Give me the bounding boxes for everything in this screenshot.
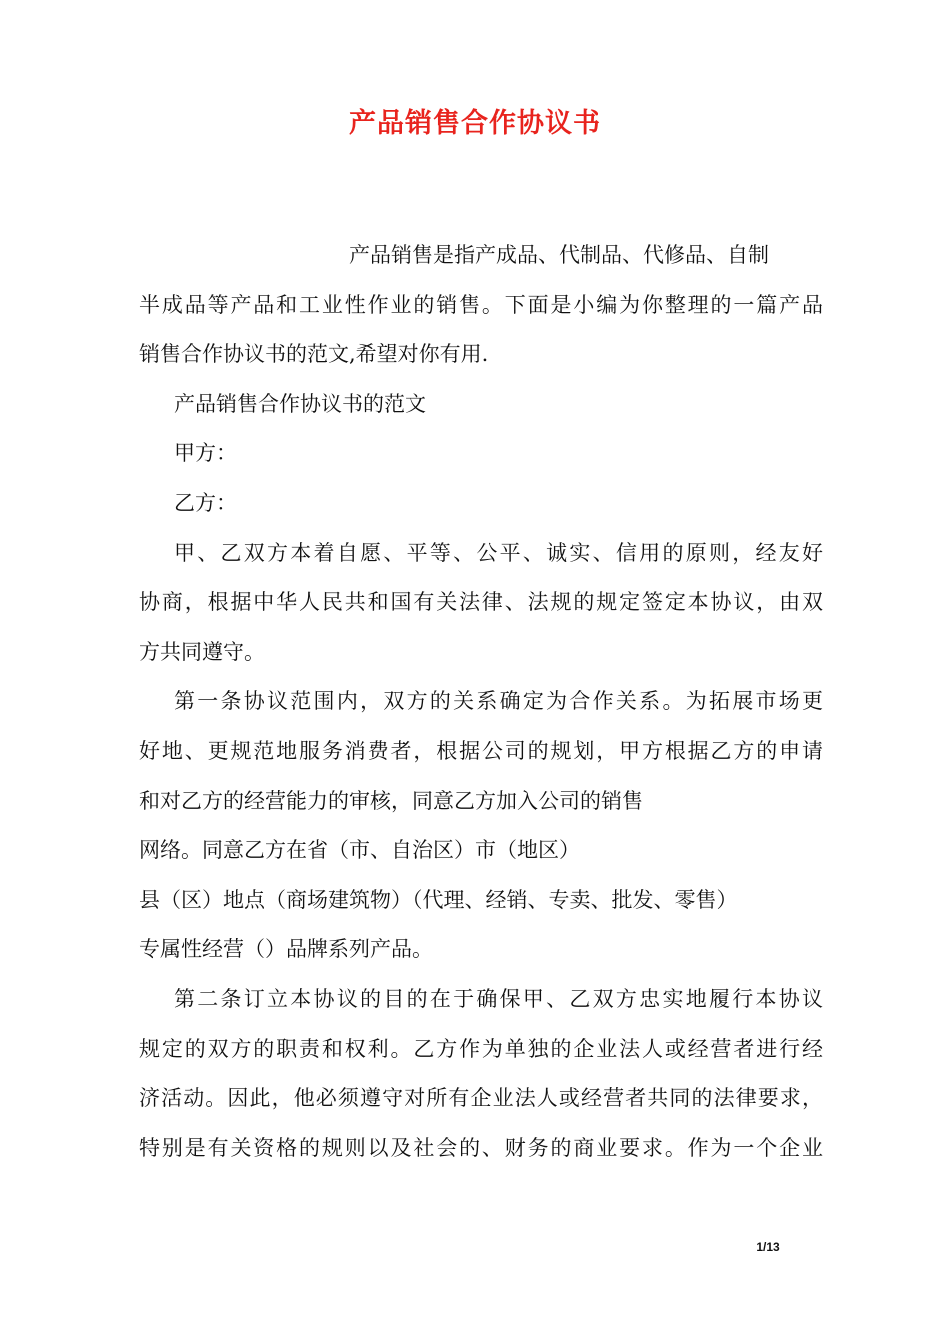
paragraph-line: 规定的双方的职责和权利。乙方作为单独的企业法人或经营者进行经	[139, 1036, 823, 1061]
paragraph-line: 销售合作协议书的范文,希望对你有用.	[139, 342, 489, 367]
party-a-label: 甲方：	[174, 441, 237, 466]
paragraph-line: 甲、乙双方本着自愿、平等、公平、诚实、信用的原则，经友好	[174, 540, 823, 565]
paragraph-line: 第一条协议范围内，双方的关系确定为合作关系。为拓展市场更	[174, 689, 823, 714]
paragraph-line: 半成品等产品和工业性作业的销售。下面是小编为你整理的一篇产品	[139, 292, 823, 317]
page-number: 1/13	[756, 1240, 780, 1254]
paragraph-line: 产品销售是指产成品、代制品、代修品、自制	[349, 243, 769, 267]
section-heading: 产品销售合作协议书的范文	[174, 391, 426, 416]
paragraph-line: 济活动。因此，他必须遵守对所有企业法人或经营者共同的法律要求，	[139, 1086, 823, 1111]
paragraph-line: 和对乙方的经营能力的审核，同意乙方加入公司的销售	[139, 788, 643, 813]
paragraph-line: 好地、更规范地服务消费者，根据公司的规划，甲方根据乙方的申请	[139, 738, 823, 763]
party-b-label: 乙方：	[174, 490, 237, 515]
paragraph-line: 第二条订立本协议的目的在于确保甲、乙双方忠实地履行本协议	[174, 986, 823, 1011]
paragraph-line: 专属性经营（）品牌系列产品。	[139, 937, 433, 962]
paragraph-line: 网络。同意乙方在省（市、自治区）市（地区）	[139, 838, 580, 863]
paragraph-line: 特别是有关资格的规则以及社会的、财务的商业要求。作为一个企业	[139, 1135, 823, 1160]
document-title: 产品销售合作协议书	[349, 108, 601, 139]
paragraph-line: 方共同遵守。	[139, 639, 265, 664]
document-body	[139, 231, 823, 1173]
paragraph-line: 县（区）地点（商场建筑物）（代理、经销、专卖、批发、零售）	[139, 887, 738, 912]
paragraph-line: 协商，根据中华人民共和国有关法律、法规的规定签定本协议，由双	[139, 590, 823, 615]
